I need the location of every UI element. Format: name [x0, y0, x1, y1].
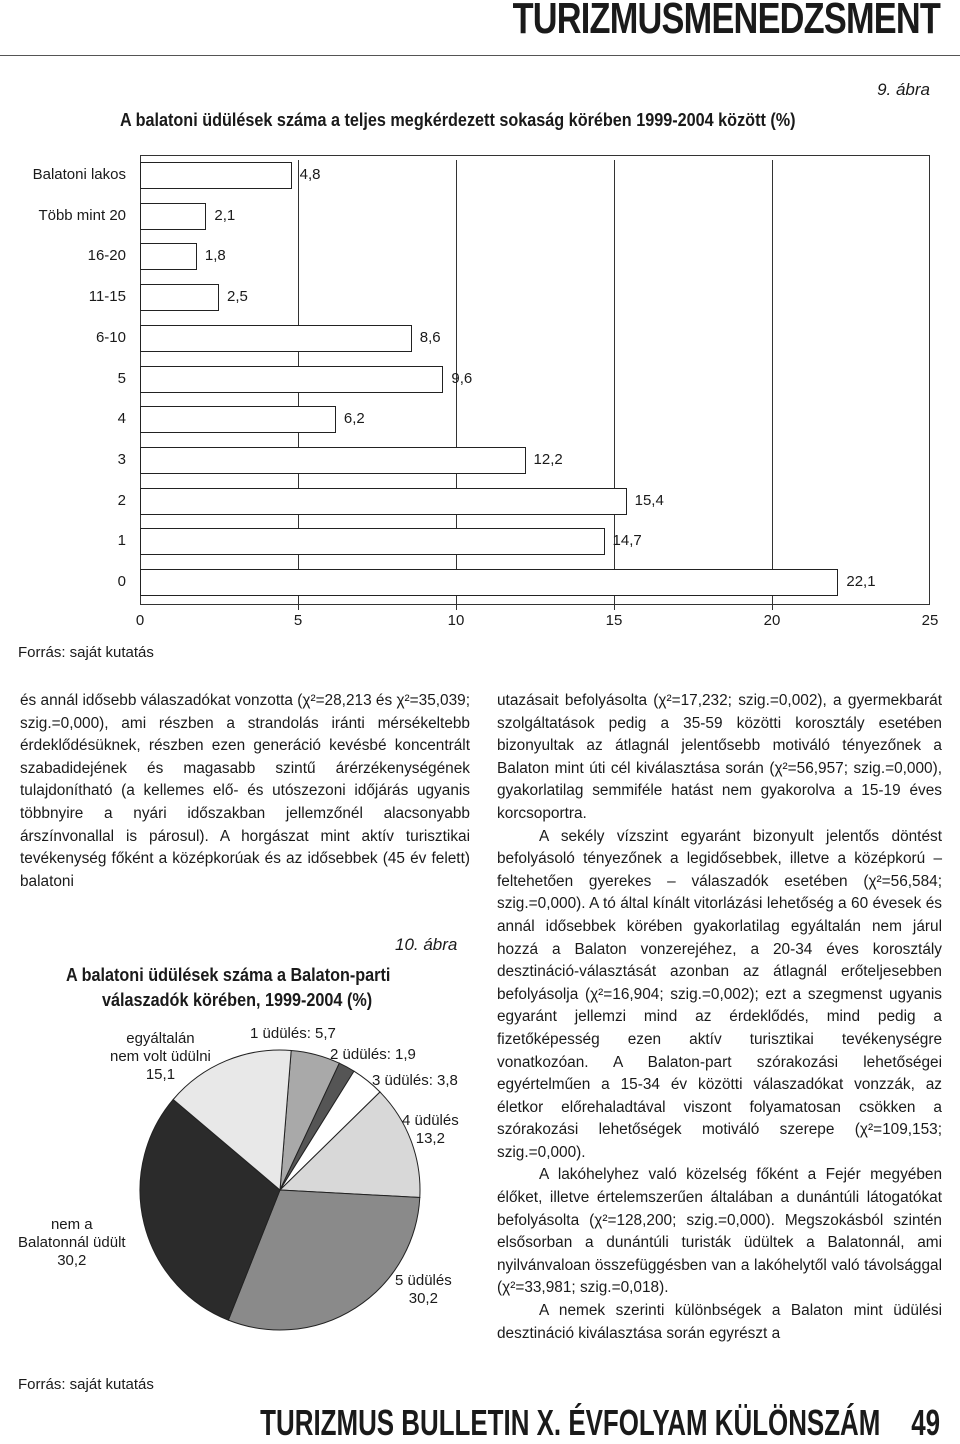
bar [140, 243, 197, 270]
value-label: 14,7 [612, 532, 642, 550]
figure-9-source: Forrás: saját kutatás [18, 644, 154, 661]
page-number: 49 [911, 1402, 940, 1443]
bar [140, 488, 627, 515]
value-label: 2,1 [214, 206, 236, 224]
x-tick-label: 20 [763, 612, 781, 629]
figure-10-source: Forrás: saját kutatás [18, 1376, 154, 1393]
figure-9-label: 9. ábra [877, 80, 930, 99]
bar [140, 366, 443, 393]
right-paragraph-4: A nemek szerinti különbségek a Balaton mint üdülési desztináció kiválasztása során egyrészt a [497, 1302, 942, 1342]
value-label: 12,2 [533, 450, 563, 468]
right-paragraph-3: A lakóhelyhez való közelség főként a Fejér megyében élőket, illetve értelemszerűen általában a dunántúli látogatókat befolyásolta (χ²=128,200; szig.=0,000). Megszokásból szintén elsősorban a dunántúli turisták üdültek a Balatonnál, ami nyilvánvaloan összefüggésben van a lakóhelytől való távolsággal (χ²=33,981; szig.=0,018). [497, 1166, 942, 1297]
bar [140, 528, 605, 555]
category-label: 0 [117, 573, 126, 590]
bar [140, 162, 292, 189]
pie-label-7: egyáltalán nem volt üdülni 15,1 [110, 1030, 211, 1083]
category-label: 11-15 [88, 288, 126, 306]
value-label: 4,8 [299, 166, 321, 183]
category-label: 2 [117, 491, 126, 509]
category-label: Több mint 20 [38, 206, 126, 224]
right-paragraph-1: utazásait befolyásolta (χ²=17,232; szig.=0,002), a gyermekbarát szolgáltatások pedig a 35-59 közötti korosztály esetében bizonyultak az átlagnál jelentősebb motiváló tényezőnek a Balaton mint úti cél kiválasztása során (χ²=56,957; szig.=0,000), gyakorlatilag semmiféle hatást nem gyakorolva a 15-19 éves korcsoportra. [497, 692, 942, 822]
bar [140, 284, 219, 311]
figure-10-label: 10. ábra [395, 935, 458, 954]
value-label: 22,1 [846, 573, 876, 590]
pie-label-5: 5 üdülés 30,2 [395, 1272, 452, 1307]
value-label: 2,5 [227, 288, 248, 306]
value-label: 1,8 [204, 247, 226, 265]
figure-9-title: A balatoni üdülések száma a teljes megkérdezett sokaság körében 1999-2004 között (%) [120, 110, 796, 130]
bar [140, 203, 206, 230]
value-label: 15,4 [634, 491, 664, 509]
grid-line [772, 160, 773, 610]
category-label: 6-10 [95, 328, 126, 346]
pie-label-1: 1 üdülés: 5,7 [250, 1025, 336, 1042]
x-tick-label: 25 [921, 612, 939, 629]
right-paragraph-2: A sekély vízszint egyaránt bizonyult jelentős döntést befolyásoló tényezőnek a legidősebbek, illetve a középkorú – feltehetően gyerekes – válaszadók esetében (χ²=56,584; szig.=0,000). A tó által kínált vitorlázási lehetőség a 60 évesek és annál idősebbek körében gyakorlatilag egyáltalán nem járul hozzá a Balaton vonzerejéhez, a 20-34 éves korosztály desztináció-választását azonban az átlagnál erőteljesebben befolyásolja (χ²=16,904; szig.=0,002); ezt a szegmenst ugyanis egyaránt jellemzi mind az érdeklődés, mind pedig a fizetőképesség ezen aktív turisztikai tevékenységre vonatkozóan. A Balaton-part szórakozási lehetőségei egyértelműen a 15-34 év közötti válaszadókat vonzzák, az életkor előrehaladtával viszont folyamatosan csökken a szórakozási lehetőségek motiváló szerepe (χ²=109,153; szig.=0,000). [497, 827, 942, 1161]
right-column-text [497, 690, 942, 1345]
bar [140, 447, 526, 474]
bar-chart [0, 150, 960, 650]
pie-label-3: 3 üdülés: 3,8 [372, 1072, 458, 1089]
pie-label-6: nem a Balatonnál üdült 30,2 [18, 1216, 126, 1269]
category-label: 4 [117, 410, 126, 428]
bar [140, 406, 336, 433]
category-label: 3 [117, 450, 126, 468]
x-tick-label: 15 [605, 612, 623, 629]
x-tick-label: 5 [293, 612, 303, 629]
value-label: 9,6 [451, 369, 473, 387]
x-tick-label: 10 [447, 612, 465, 629]
category-label: 16-20 [87, 247, 126, 265]
left-column-text [20, 690, 470, 893]
journal-header-title: TURIZMUSMENEDZSMENT [512, 0, 940, 43]
x-tick-label: 0 [135, 612, 145, 629]
bar [140, 325, 412, 352]
figure-10-title-line1: A balatoni üdülések száma a Balaton-parti [66, 965, 391, 985]
value-label: 8,6 [419, 328, 441, 346]
pie-label-4: 4 üdülés 13,2 [402, 1112, 459, 1147]
left-paragraph-1: és annál idősebb válaszadókat vonzotta (χ²=28,213 és χ²=35,039; szig.=0,000), ami részben a strandolás iránti mérsékeltebb érdeklődésüknek, részben ezen generáció kevésbé koncentrált szabadidejének és magasabb szintű árérzékenységének tulajdonítható (a kellemes elő- és utószezoni időjárás ugyanis többnyire a nyári időszakban jellemzőnél alacsonyabb árszínvonallal is párosul). A horgászat mint aktív turisztikai tevékenység főként a középkorúak és az idősebbek (45 év felett) balatoni [20, 692, 470, 890]
bar [140, 569, 838, 596]
footer-title: TURIZMUS BULLETIN X. ÉVFOLYAM KÜLÖNSZÁM [259, 1402, 880, 1443]
figure-10-title-line2: válaszadók körében, 1999-2004 (%) [102, 990, 373, 1010]
value-label: 6,2 [343, 410, 365, 428]
header-rule [0, 55, 960, 56]
pie-label-2: 2 üdülés: 1,9 [330, 1046, 416, 1063]
category-label: Balatoni lakos [32, 166, 126, 183]
category-label: 1 [117, 532, 126, 550]
category-label: 5 [117, 369, 126, 387]
